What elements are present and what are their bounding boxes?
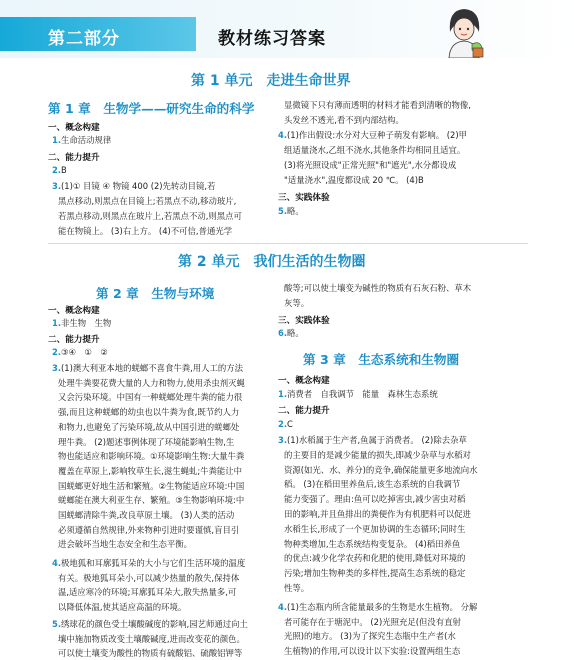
section-heading: 三、实践体验 xyxy=(278,193,330,203)
part-label: 第二部分 xyxy=(48,29,120,49)
answer-line: 蜣螂能在澳大利亚生存、繁殖。③生物影响环境:中 xyxy=(58,495,245,506)
chapter-1-title: 第 1 章 生物学——研究生命的科学 xyxy=(48,101,255,116)
answer-line: 污染;增加生物种类的多样性,提高生态系统的稳定 xyxy=(284,568,466,579)
answer-line: 以降低体温,使其适应高温的环境。 xyxy=(58,602,187,613)
answer-line: 壤中施加物质改变土壤酸碱度,进而改变花的颜色。 xyxy=(58,633,245,644)
answer-line: 2.C xyxy=(278,419,293,429)
answer-line: 资源(如光、水、养分)的竞争,确保能量更多地流向水 xyxy=(284,464,478,475)
answer-line: 1.生命活动规律 xyxy=(52,135,112,145)
answer-line: 5.略。 xyxy=(278,206,304,216)
student-illustration xyxy=(438,4,490,58)
answer-line: 4.极地狐和耳廓狐耳朵的大小与它们生活环境的温度 xyxy=(52,558,246,568)
answer-line: 强,而且这种蜣螂的幼虫也以牛粪为食,既节约人力 xyxy=(58,407,240,418)
answer-line: 3.(1)水稻属于生产者,鱼属于消费者。 (2)除去杂草 xyxy=(278,435,467,445)
chapter-3-title: 第 3 章 生态系统和生物圈 xyxy=(303,352,460,367)
section-heading: 一、概念构建 xyxy=(48,306,100,316)
answer-line: 2.③④ ① ② xyxy=(52,347,108,357)
answer-line: 者可能存在于塘泥中。 (2)光照充足(但没有直射 xyxy=(284,616,461,627)
unit-2-title: 第 2 单元 我们生活的生物圈 xyxy=(178,254,366,270)
answer-line: 进会破坏当地生态安全和生态平衡。 xyxy=(58,539,192,550)
section-heading: 三、实践体验 xyxy=(278,316,330,326)
unit-divider xyxy=(48,243,528,244)
answer-line: (3)将光照设成"正常光照"和"遮光",水分都设成 xyxy=(284,160,457,170)
answer-line: 黑点移动,则黑点在目镜上;若黑点不动,移动玻片, xyxy=(58,196,237,206)
answer-line: 和物力,也避免了污染环境,故从中国引进的蜣螂处 xyxy=(58,421,240,432)
unit-1-title: 第 1 单元 走进生命世界 xyxy=(191,73,351,89)
answer-line: 头发丝不透光,看不到内部结构。 xyxy=(284,115,404,125)
answer-line: 显微镜下只有薄而透明的材料才能看到清晰的物像, xyxy=(284,100,471,110)
answer-line: 3.(1)① 目镜 ④ 物镜 400 (2)先转动目镜,若 xyxy=(52,181,216,191)
page-title: 教材练习答案 xyxy=(218,29,326,49)
answer-line: 1.消费者 自我调节 能量 森林生态系统 xyxy=(278,389,438,399)
answer-line: 稻。 (3)在稻田里养鱼后,该生态系统的自我调节 xyxy=(284,479,461,490)
answer-line: 酸等;可以使土壤变为碱性的物质有石灰石粉、草木 xyxy=(284,283,472,293)
answer-line: 生植物)的作用,可以设计以下实验:设置两组生态 xyxy=(284,645,461,656)
section-heading: 二、能力提升 xyxy=(48,153,100,163)
answer-line: 田的影响,并且鱼排出的粪便作为有机肥料可以促进 xyxy=(284,509,471,519)
answer-line: 又会污染环境。中国有一种蜣螂处理牛粪的能力很 xyxy=(58,392,243,403)
answer-line: 能力变强了。理由:鱼可以吃掉害虫,减少害虫对稻 xyxy=(284,494,466,505)
answer-line: 若黑点移动,则黑点在玻片上,若黑点不动,则黑点可 xyxy=(58,211,242,221)
chapter-2-title: 第 2 章 生物与环境 xyxy=(96,286,215,301)
answer-line: 组适量浇水,乙组不浇水,其他条件均相同且适宜。 xyxy=(284,145,466,155)
answer-line: 5.绣球花的颜色受土壤酸碱度的影响,园艺师通过向土 xyxy=(52,619,248,629)
answer-line: 水稻生长,形成了一个更加协调的生态循环;同时生 xyxy=(284,523,466,534)
answer-line: 的主要目的是减少能量的损失,即减少杂草与水稻对 xyxy=(284,449,471,460)
answer-line: 国蜣螂更好地生活和繁殖。②生物能适应环境:中国 xyxy=(58,480,245,491)
section-heading: 二、能力提升 xyxy=(278,406,330,416)
answer-line: 物也能适应和影响环境。①环境影响生物:大量牛粪 xyxy=(58,451,245,462)
answer-line: 性等。 xyxy=(284,583,310,593)
answer-line: 处理牛粪要花费大量的人力和物力,使用杀虫剂灭蝇 xyxy=(58,377,245,388)
answer-line: 国蜣螂清除牛粪,改良草原土壤。 (3)人类的活动 xyxy=(58,510,235,520)
section-heading: 一、概念构建 xyxy=(278,376,330,386)
answer-line: 必须遵循自然规律,外来物种引进时要谨慎,盲目引 xyxy=(58,524,240,535)
answer-line: 2.B xyxy=(52,165,67,175)
answer-line: 1.非生物 生物 xyxy=(52,318,112,328)
answer-line: 物种类增加,生态系统结构变复杂。 (4)稻田养鱼 xyxy=(284,538,461,549)
section-heading: 一、概念构建 xyxy=(48,123,100,133)
answer-line: 6.略。 xyxy=(278,328,304,338)
answer-line: 3.(1)澳大利亚本地的蜣螂不喜食牛粪,用人工的方法 xyxy=(52,363,244,373)
answer-line: 可以使土壤变为酸性的物质有硫酸铝、硫酸铝钾等 xyxy=(58,648,243,659)
answer-line: 灰等。 xyxy=(284,298,310,308)
answer-line: 能在物镜上。 (3)右上方。 (4)不可信,普通光学 xyxy=(58,226,233,236)
answer-line: 的优点:减少化学农药和化肥的使用,降低对环境的 xyxy=(284,553,466,564)
answer-line: 理牛粪。 (2)题述事例体现了环境能影响生物,生 xyxy=(58,436,235,447)
answer-line: 有关。极地狐耳朵小,可以减少热量的散失,保持体 xyxy=(58,572,240,583)
answer-line: 温,适应寒冷的环境;耳廓狐耳朵大,散失热量多,可 xyxy=(58,587,237,598)
answer-line: "适量浇水",温度都设成 20 ℃。 (4)B xyxy=(284,175,424,185)
answer-line: 4.(1)作出假设:水分对大豆种子萌发有影响。 (2)甲 xyxy=(278,130,467,140)
answer-line: 覆盖在草原上,影响牧草生长,滋生蝇虬;牛粪能让中 xyxy=(58,465,243,476)
section-heading: 二、能力提升 xyxy=(48,335,100,345)
answer-line: 光照)的地方。 (3)为了探究生态瓶中生产者(水 xyxy=(284,631,456,641)
answer-line: 4.(1)生态瓶内所含能量最多的生物是水生植物。 分解 xyxy=(278,602,478,612)
